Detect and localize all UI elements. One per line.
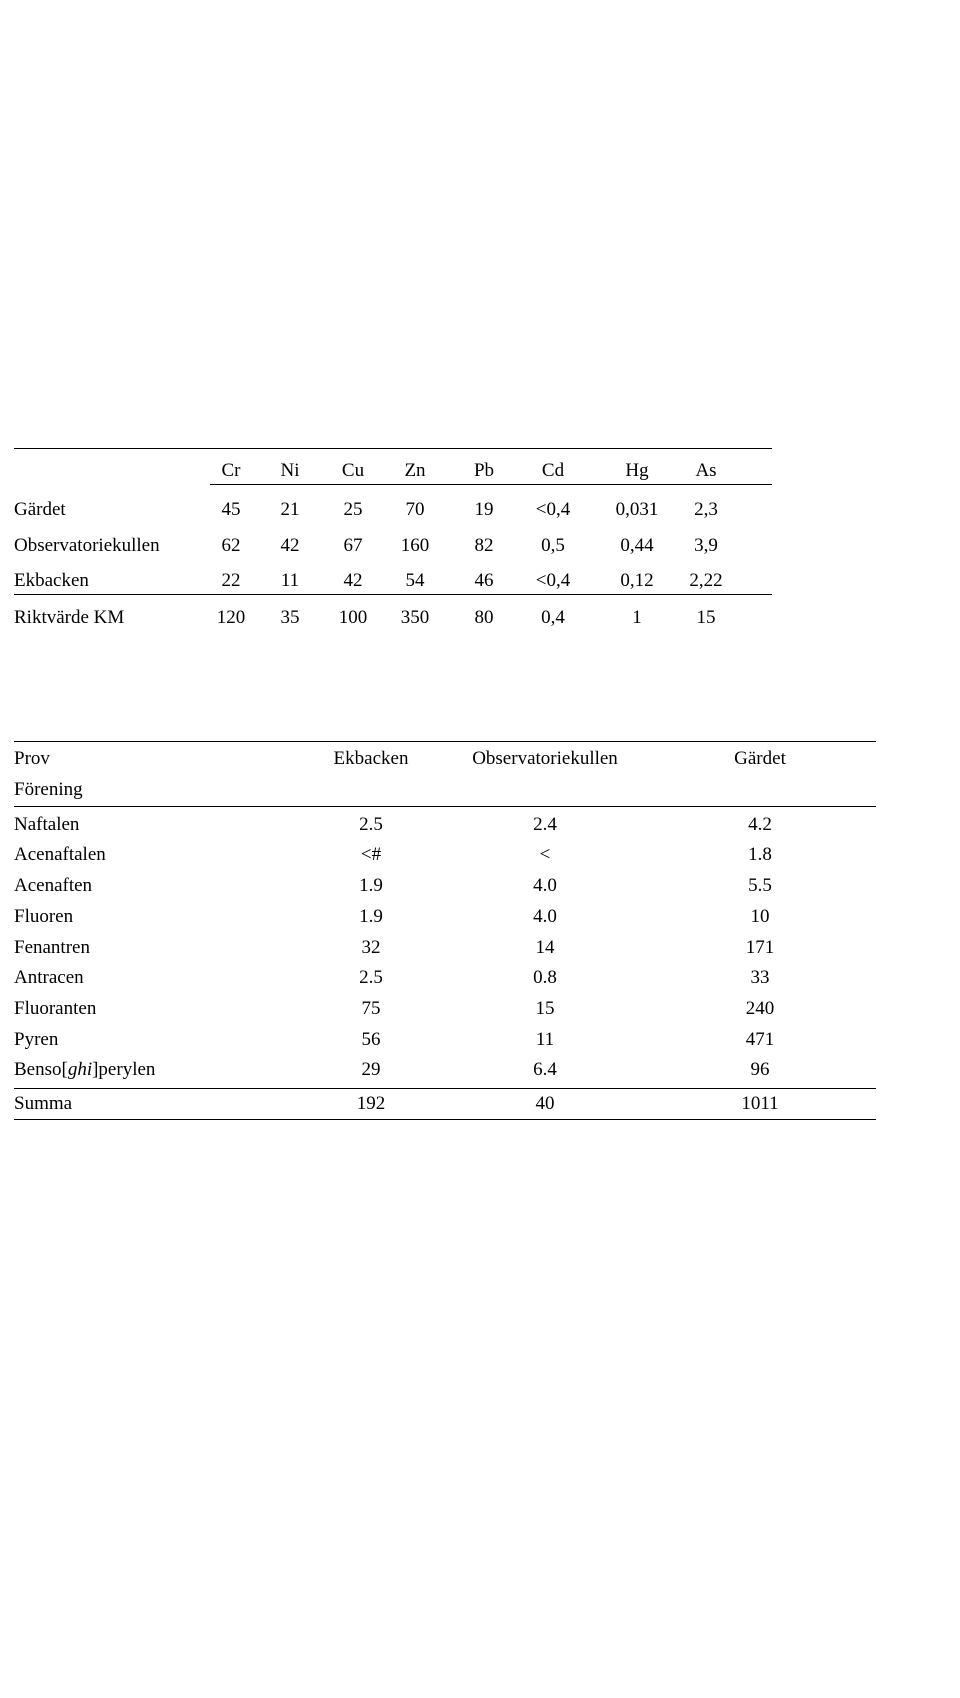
table3-cell: 11 — [535, 1029, 555, 1050]
table2-header-rule — [210, 484, 772, 485]
table3-cell: 2.4 — [533, 814, 557, 835]
table3-summa-cell: 40 — [535, 1093, 555, 1114]
table2-col-header: Zn — [404, 460, 426, 481]
table3-bottom-rule — [14, 1119, 876, 1120]
table3-summa-cell: 192 — [356, 1093, 386, 1114]
table3-cell: 240 — [745, 998, 775, 1019]
table2-cell: 21 — [280, 499, 300, 520]
row-label-part: ]perylen — [92, 1059, 156, 1080]
table3-cell: 2.5 — [359, 967, 383, 988]
table3-cell: 1.9 — [359, 906, 383, 927]
table2-cell: 0,4 — [541, 607, 565, 628]
table2-cell: <0,4 — [535, 499, 571, 520]
table2-cell: 2,22 — [689, 570, 723, 591]
table2-cell: 15 — [696, 607, 716, 628]
table3-col-header: Gärdet — [734, 748, 786, 769]
table2-cell: 160 — [400, 535, 430, 556]
table2-cell: 2,3 — [694, 499, 718, 520]
table3-row-label: Pyren — [14, 1029, 59, 1050]
table2-cell: 3,9 — [694, 535, 718, 556]
table2-cell: 350 — [400, 607, 430, 628]
table3-row-label: Acenaftalen — [14, 844, 106, 865]
table2-col-header: As — [695, 460, 717, 481]
table2-col-header: Cd — [541, 460, 565, 481]
table2-cell: 82 — [474, 535, 494, 556]
table3-row-label: Acenaften — [14, 875, 93, 896]
table2-cell: 42 — [280, 535, 300, 556]
table3-cell: 471 — [745, 1029, 775, 1050]
table2-cell: 0,44 — [620, 535, 654, 556]
table3-cell: < — [539, 844, 551, 865]
table2-cell: 120 — [216, 607, 246, 628]
table3-cell: 14 — [535, 937, 555, 958]
table2-cell: 0,5 — [541, 535, 565, 556]
table2-cell: <0,4 — [535, 570, 571, 591]
table2-cell: 25 — [343, 499, 363, 520]
table3-cell: 32 — [361, 937, 381, 958]
table3-cell: 4.2 — [748, 814, 772, 835]
table3-cell: 10 — [750, 906, 770, 927]
table2-cell: 0,12 — [620, 570, 654, 591]
table2-cell: 42 — [343, 570, 363, 591]
table2-cell: 11 — [280, 570, 300, 591]
table2-row-label: Observatoriekullen — [14, 535, 160, 556]
table3-cell: 0.8 — [533, 967, 557, 988]
table3-cell: 2.5 — [359, 814, 383, 835]
table3-cell: 15 — [535, 998, 555, 1019]
table3-summa-cell: 1011 — [741, 1093, 779, 1114]
table3-col-header: Ekbacken — [333, 748, 409, 769]
row-label-part: Benso[ — [14, 1059, 68, 1080]
table2-cell: 46 — [474, 570, 494, 591]
table2-top-rule — [14, 448, 772, 449]
table2-cell: 35 — [280, 607, 300, 628]
table2-col-header: Cu — [341, 460, 365, 481]
table2-row-label: Riktvärde KM — [14, 607, 125, 628]
table2-cell: 54 — [405, 570, 425, 591]
table3-row-label: Fenantren — [14, 937, 90, 958]
table3-cell: 4.0 — [533, 875, 557, 896]
table2-col-header: Cr — [221, 460, 241, 481]
table3-cell: 6.4 — [533, 1059, 557, 1080]
table3-cell: 171 — [745, 937, 775, 958]
table3-col-header: Observatoriekullen — [472, 748, 618, 769]
table2-cell: 45 — [221, 499, 241, 520]
table3-cell: 5.5 — [748, 875, 772, 896]
table3-cell: 75 — [361, 998, 381, 1019]
table2-col-header: Ni — [280, 460, 300, 481]
table2-cell: 19 — [474, 499, 494, 520]
table3-header-prov: Prov — [14, 748, 50, 769]
table3-row-label — [14, 1058, 155, 1082]
table2-cell: 1 — [632, 607, 642, 628]
table2-cell: 22 — [221, 570, 241, 591]
table3-header-forening: Förening — [14, 779, 83, 800]
table2-cell: 0,031 — [615, 499, 659, 520]
table2-cell: 70 — [405, 499, 425, 520]
table3-cell: 4.0 — [533, 906, 557, 927]
table3-cell: 1.9 — [359, 875, 383, 896]
table3-row-label: Antracen — [14, 967, 84, 988]
table3-cell: 96 — [750, 1059, 770, 1080]
table3-cell: 1.8 — [748, 844, 772, 865]
table3-row-label: Fluoren — [14, 906, 74, 927]
table2-cell: 100 — [338, 607, 368, 628]
table3-top-rule — [14, 741, 876, 742]
table3-summa-label: Summa — [14, 1093, 73, 1114]
table3-summa-rule — [14, 1088, 876, 1089]
row-label-italic-part: ghi — [67, 1059, 93, 1080]
table3-cell: 29 — [361, 1059, 381, 1080]
table2-cell: 62 — [221, 535, 241, 556]
table3-header-rule — [14, 806, 876, 807]
table2-cell: 80 — [474, 607, 494, 628]
table3-cell: 56 — [361, 1029, 381, 1050]
table3-row-label: Fluoranten — [14, 998, 97, 1019]
table2-col-header: Pb — [473, 460, 495, 481]
table2-bottom-rule — [14, 594, 772, 595]
table3-cell: <# — [360, 844, 382, 865]
table2-row-label: Gärdet — [14, 499, 66, 520]
table2-cell: 67 — [343, 535, 363, 556]
table3-row-label: Naftalen — [14, 814, 80, 835]
table3-cell: 33 — [750, 967, 770, 988]
table2-col-header: Hg — [625, 460, 649, 481]
table2-row-label: Ekbacken — [14, 570, 89, 591]
